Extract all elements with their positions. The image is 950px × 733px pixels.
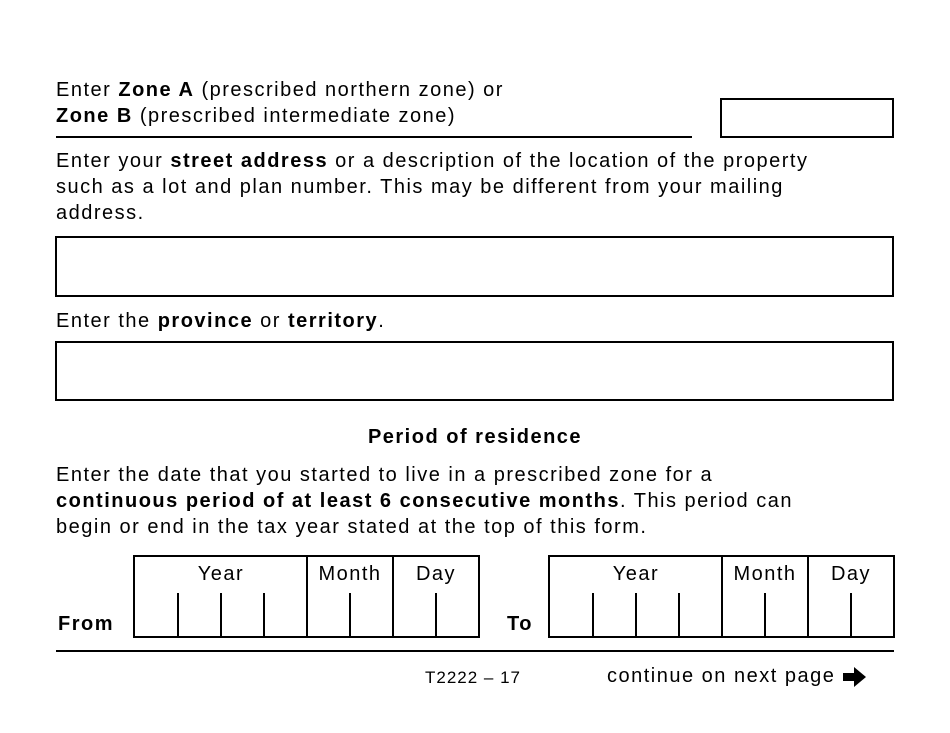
period-heading: Period of residence <box>367 426 583 448</box>
address-line-3: address. <box>56 202 145 224</box>
zone-line-1: Enter Zone A (prescribed northern zone) or <box>56 79 504 101</box>
continue-text: continue on next page <box>607 665 836 687</box>
zone-input[interactable] <box>720 98 894 138</box>
to-year-digit-divider <box>678 593 680 636</box>
address-line-1: Enter your street address or a description of the location of the property <box>56 150 809 172</box>
to-label: To <box>507 613 533 635</box>
from-year-digit-divider <box>220 593 222 636</box>
continue-next-page <box>607 665 867 688</box>
from-date-grid[interactable] <box>133 555 480 638</box>
from-year-month-separator <box>306 557 308 636</box>
province-input[interactable] <box>55 341 894 401</box>
period-line-1: Enter the date that you started to live in a prescribed zone for a <box>56 464 714 486</box>
footer-rule <box>56 650 894 652</box>
from-label: From <box>58 613 114 635</box>
to-year-digit-divider <box>592 593 594 636</box>
to-month-day-separator <box>807 557 809 636</box>
from-month-label: Month <box>318 563 382 585</box>
from-year-digit-divider <box>177 593 179 636</box>
from-month-day-separator <box>392 557 394 636</box>
to-month-label: Month <box>733 563 797 585</box>
street-address-input[interactable] <box>55 236 894 297</box>
from-day-digit-divider <box>435 593 437 636</box>
to-day-digit-divider <box>850 593 852 636</box>
to-date-grid[interactable] <box>548 555 895 638</box>
form-page-number: T2222 – 17 <box>425 668 522 687</box>
address-line-2: such as a lot and plan number. This may be different from your mailing <box>56 176 784 198</box>
period-line-3: begin or end in the tax year stated at the top of this form. <box>56 516 648 538</box>
zone-underline <box>56 136 692 138</box>
from-month-digit-divider <box>349 593 351 636</box>
zone-line-2: Zone B (prescribed intermediate zone) <box>56 105 457 127</box>
from-day-label: Day <box>415 563 457 585</box>
arrow-right-icon <box>841 666 867 688</box>
from-year-digit-divider <box>263 593 265 636</box>
to-day-label: Day <box>830 563 872 585</box>
to-year-digit-divider <box>635 593 637 636</box>
to-year-month-separator <box>721 557 723 636</box>
from-year-label: Year <box>197 563 245 585</box>
to-year-label: Year <box>612 563 660 585</box>
to-month-digit-divider <box>764 593 766 636</box>
period-line-2: continuous period of at least 6 consecutive months. This period can <box>56 490 793 512</box>
province-label: Enter the province or territory. <box>56 310 386 332</box>
